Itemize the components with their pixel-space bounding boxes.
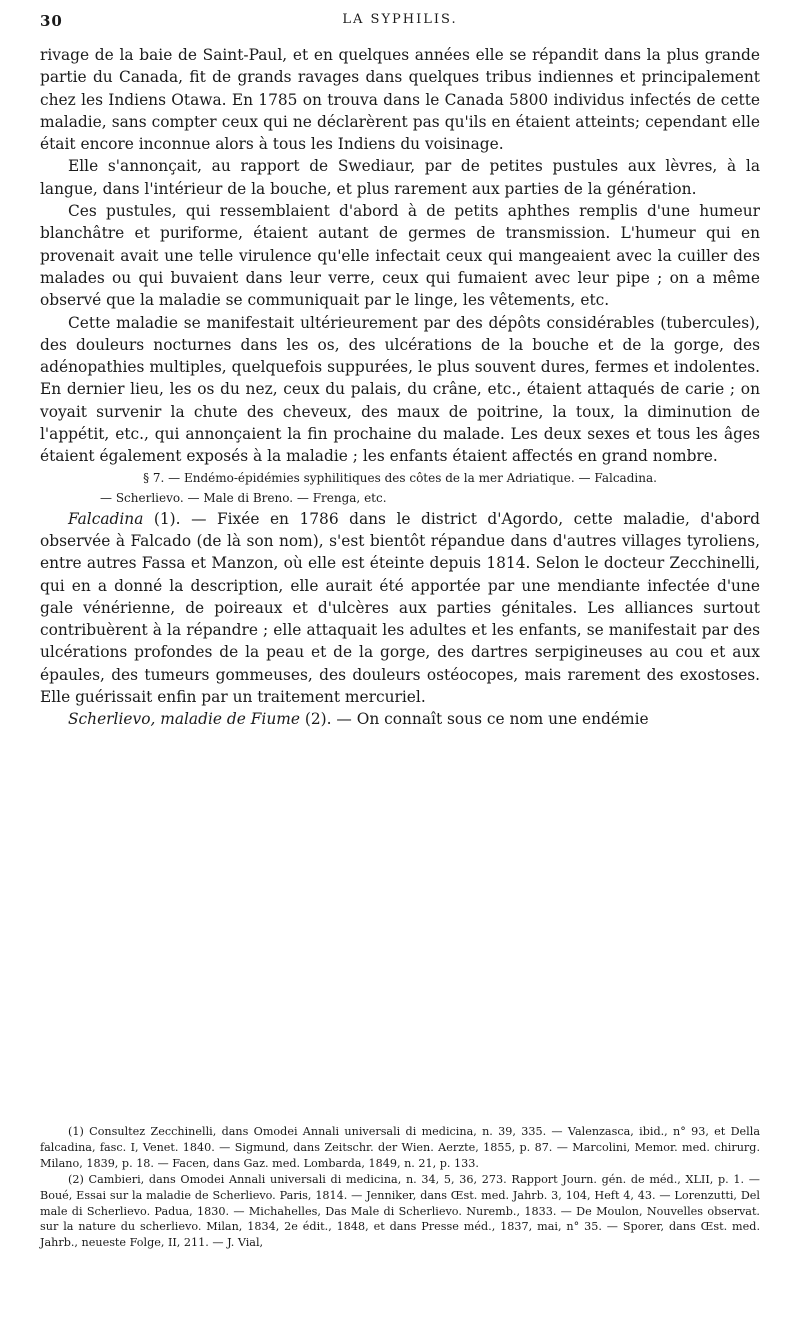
paragraph: Elle s'annonçait, au rapport de Swediaur, par de petites pustules aux lèvres, à la langue, dans l'intérieur de la bouche, et plus rarement aux parties de la génération.	[40, 157, 760, 198]
section-heading-line: — Scherlievo. — Male di Breno. — Frenga, etc.	[100, 490, 387, 505]
footnotes	[40, 1124, 760, 1251]
footnote: (1) Consultez Zecchinelli, dans Omodei Annali universali di medicina, n. 39, 335. — Valenzasca, ibid., n° 93, et Della falcadina, fasc. I, Venet. 1840. — Sigmund, dans Zeitschr. der Wien. Aerzte, 1855, p. 87. — Marcolini, Memor. med. chirurg. Milano, 1839, p. 18. — Facen, dans Gaz. med. Lombarda, 1849, n. 21, p. 133.	[40, 1125, 760, 1170]
body-text	[40, 44, 760, 731]
paragraph	[40, 708, 760, 730]
paragraph: Ces pustules, qui ressemblaient d'abord à de petits aphthes remplis d'une humeur blanchâtre et puriforme, étaient autant de germes de transmission. L'humeur qui en provenait avait une telle virulence qu'elle infectait ceux qui mangeaient avec la cuiller des malades ou qui buvaient dans leur verre, ceux qui fumaient avec leur pipe ; on a même observé que la maladie se communiquait par le linge, les vêtements, etc.	[40, 202, 760, 310]
paragraph-lead-term: Falcadina	[68, 509, 144, 528]
paragraph-text: (2). — On connaît sous ce nom une endémie	[299, 710, 649, 729]
paragraph-lead-term: Scherlievo, maladie de Fiume	[68, 710, 300, 729]
page-header	[40, 12, 760, 38]
footnote: (2) Cambieri, dans Omodei Annali universali di medicina, n. 34, 5, 36, 273. Rapport Journ. gén. de méd., XLII, p. 1. — Boué, Essai sur la maladie de Scherlievo. Paris, 1814. — Jenniker, dans Œst. med. Jahrb. 3, 104, Heft 4, 43. — Lorenzutti, Del male di Scherlievo. Padua, 1830. — Michahelles, Das Male di Scherlievo. Nuremb., 1833. — De Moulon, Nouvelles observat. sur la nature du scherlievo. Milan, 1834, 2e édit., 1848, et dans Presse méd., 1837, mai, n° 35. — Sporer, dans Œst. med. Jahrb., neueste Folge, II, 211. — J. Vial,	[40, 1172, 760, 1250]
page-number: 30	[40, 12, 63, 30]
paragraph: Cette maladie se manifestait ultérieurement par des dépôts considérables (tubercules), des douleurs nocturnes dans les os, des ulcérations de la bouche et de la gorge, des adénopathies multiples, quelquefois suppurées, le plus souvent dures, fermes et indolentes. En dernier lieu, les os du nez, ceux du palais, du crâne, etc., étaient attaqués de carie ; on voyait survenir la chute des cheveux, des maux de poitrine, la toux, la diminution de l'appétit, etc., qui annonçaient la fin prochaine du malade. Les deux sexes et tous les âges étaient également exposés à la maladie ; les enfants étaient affectés en grand nombre.	[40, 313, 760, 466]
section-heading	[40, 468, 760, 508]
running-title: LA SYPHILIS.	[342, 12, 458, 27]
paragraph: rivage de la baie de Saint-Paul, et en quelques années elle se répandit dans la plus grande partie du Canada, fit de grands ravages dans quelques tribus indiennes et principalement chez les Indiens Otawa. En 1785 on trouva dans le Canada 5800 individus infectés de cette maladie, sans compter ceux qui ne déclarèrent pas qu'ils en étaient atteints; cependant elle était encore inconnue alors à tous les Indiens du voisinage.	[40, 46, 760, 154]
paragraph	[40, 508, 760, 709]
paragraph-text: (1). — Fixée en 1786 dans le district d'Agordo, cette maladie, d'abord observée à Falcado (de là son nom), s'est bientôt répandue dans d'autres villages tyroliens, entre autres Fassa et Manzon, où elle est éteinte depuis 1814. Selon le docteur Zecchinelli, qui en a donné la description, elle aurait été apportée par une mendiante infectée d'une gale vénérienne, de poireaux et d'ulcères aux parties génitales. Les alliances surtout contribuèrent à la répandre ; elle attaquait les adultes et les enfants, se manifestait par des ulcérations profondes de la peau et de la gorge, des dartres serpigineuses au cou et aux épaules, des tumeurs gommeuses, des douleurs ostéocopes, mais rarement des exostoses. Elle guérissait enfin par un traitement mercuriel.	[40, 509, 760, 707]
section-heading-line: § 7. — Endémo-épidémies syphilitiques des côtes de la mer Adriatique. — Falcadina.	[143, 470, 657, 485]
